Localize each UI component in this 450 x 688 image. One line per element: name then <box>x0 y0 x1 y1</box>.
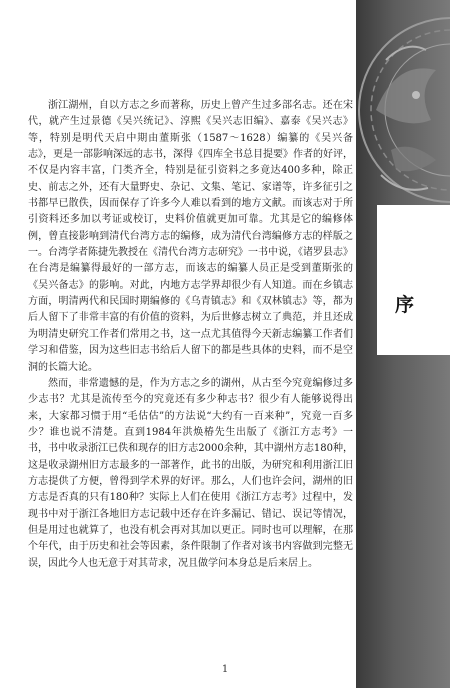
title-box <box>377 205 450 355</box>
section-title: 序 <box>395 294 415 316</box>
paragraph: 然而，非常遗憾的是，作为方志之乡的湖州，从古至今究竟编修过多少志书？尤其是流传至今的究竟还有多少种志书？很少有人能够说得出来，大家都习惯于用“毛估估”的方法说“大约有一百来种”，究竟一百多少？谁也说不清楚。直到1984年洪焕椿先生出版了《浙江方志考》一书，书中收录浙江已佚和现存的旧方志2000余种，其中湖州方志180种，这是收录湖州旧方志最多的一部著作，此书的出版，为研究和利用浙江旧方志提供了方便，曾得到学术界的好评。那么，人们也许会问，湖州的旧方志是否真的只有180种？实际上人们在使用《浙江方志考》过程中，发现书中对于浙江各地旧方志记载中还存在许多漏记、错记、误记等情况，但是用过也就算了，也没有机会再对其加以更正。同时也可以理解，在那个年代，由于历史和社会等因素，条件限制了作者对该书内容做到完整无误，因此今人也无意于对其苛求，况且做学问本身总是后来居上。 <box>28 377 353 569</box>
body-text <box>28 98 353 572</box>
paragraph: 浙江湖州，自以方志之乡而著称，历史上曾产生过多部名志。还在宋代，就产生过景德《吴兴统记》、淳熙《吴兴志旧编》、嘉泰《吴兴志》等，特别是明代天启中期由董斯张（1587～1628）编纂的《吴兴备志》，更是一部影响深远的志书，深得《四库全书总目提要》作者的好评，不仅是内容丰富，门类齐全，特别是征引资料之多竟达400多种，除正史、前志之外，还有大量野史、杂记、文集、笔记、家谱等，许多征引之书都早已散佚，因而保存了许多今人难以看到的地方文献。而该志对于所引资料还多加以考证或校订，史料价值就更加可靠。尤其是它的编修体例，曾直接影响到清代台湾方志的编修，成为清代台湾编修方志的样版之一。台湾学者陈捷先教授在《清代台湾方志研究》一书中说，《诸罗县志》在台湾是编纂得最好的一部方志，而该志的编纂人员正是受到董斯张的《吴兴备志》的影响。对此，内地方志学界却很少有人知道。而在乡镇志方面，明清两代和民国时期编修的《乌青镇志》和《双林镇志》等，都为后人留下了非常丰富的有价值的资料，为后世修志树立了典范，并且还成为明清史研究工作者们常用之书，这一点尤其值得今天新志编纂工作者们学习和借鉴，因为这些旧志书给后人留下的都是些具体的史料，而不是空洞的长篇大论。 <box>28 100 353 373</box>
page-number: 1 <box>221 664 229 675</box>
